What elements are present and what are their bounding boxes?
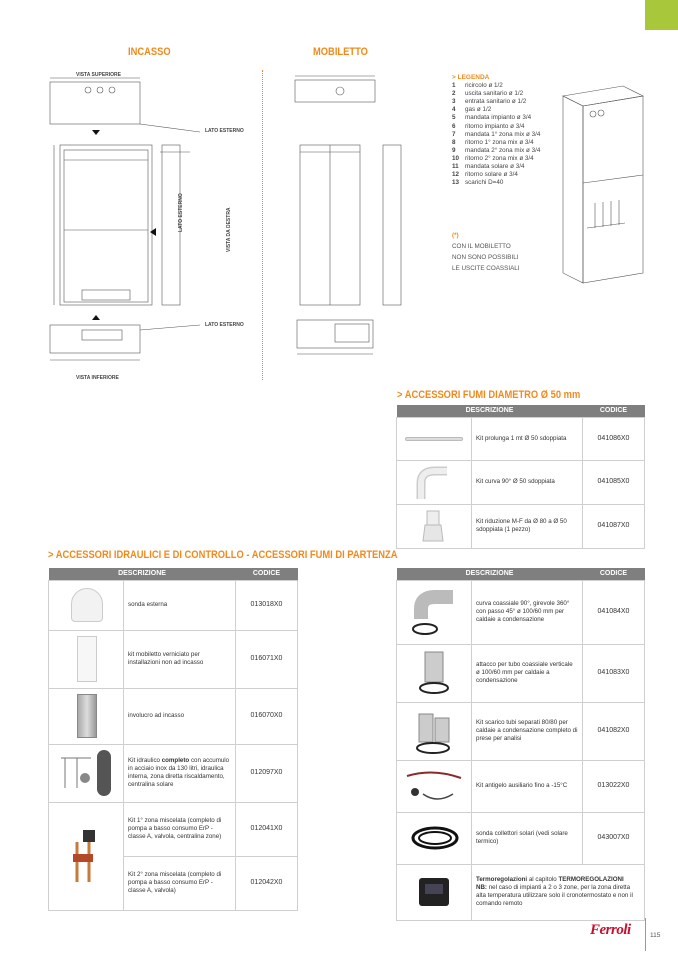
row-code: 016070X0 <box>236 688 298 744</box>
label-lato-esterno-v: LATO ESTERNO <box>178 193 184 232</box>
fumi50-title: > ACCESSORI FUMI DIAMETRO Ø 50 mm <box>397 389 581 401</box>
legend-item: 11 mandata solare ø 3/4 <box>452 163 525 171</box>
note <box>452 230 520 274</box>
row-desc: Kit riduzione M-F da Ø 80 a Ø 50 sdoppiata (1 pezzo) <box>472 504 583 548</box>
pipe-icon <box>403 420 465 458</box>
row-code: 013018X0 <box>236 580 298 630</box>
row-code: 012041X0 <box>236 802 298 856</box>
legend-item: 13 scarichi D=40 <box>452 179 504 187</box>
legend-title: > LEGENDA <box>452 74 490 81</box>
hydraulic-kit-icon <box>55 748 117 798</box>
row-code: 012097X0 <box>236 744 298 802</box>
incasso-drawing <box>40 60 270 390</box>
antifreeze-kit-icon <box>403 764 465 808</box>
legend-item: 12 ritorno solare ø 3/4 <box>452 171 518 179</box>
row-desc: attacco per tubo coassiale verticale ø 100/60 mm per caldaie a condensazione <box>472 644 583 702</box>
row-desc: sonda collettori solari (vedi solare termico) <box>472 812 583 864</box>
row-desc: Kit prolunga 1 mt Ø 50 sdoppiata <box>472 417 583 460</box>
table-row <box>49 580 298 630</box>
reducer-icon <box>403 507 465 545</box>
row-code: 041085X0 <box>583 460 645 504</box>
corner-tab <box>645 0 678 30</box>
row-code: 043007X0 <box>583 812 645 864</box>
split-flue-icon <box>403 706 465 756</box>
note-line: NON SONO POSSIBILI <box>452 254 519 261</box>
coaxial-elbow-icon <box>403 585 465 639</box>
mobiletto-title: MOBILETTO <box>313 46 368 58</box>
row-code: 041084X0 <box>583 580 645 644</box>
table-row <box>397 580 645 644</box>
legend-item: 5 mandata impianto ø 3/4 <box>452 114 532 122</box>
table-row <box>49 744 298 802</box>
legend-item: 9 mandata 2° zona mix ø 3/4 <box>452 146 541 154</box>
mixed-zone-icon <box>55 826 117 886</box>
cabinet-icon <box>55 634 117 684</box>
mobiletto-drawing <box>285 70 435 370</box>
legend-item: 10 ritorno 2° zona mix ø 3/4 <box>452 154 534 162</box>
elbow-icon <box>403 463 465 501</box>
row-code: 041087X0 <box>583 504 645 548</box>
row-code: 041082X0 <box>583 702 645 760</box>
note-line: LE USCITE COASSIALI <box>452 265 520 272</box>
table-row <box>397 504 645 548</box>
idraulici-title: > ACCESSORI IDRAULICI E DI CONTROLLO - ACCESSORI FUMI DI PARTENZA <box>48 549 398 561</box>
row-desc: kit mobiletto verniciato per installazioni non ad incasso <box>124 630 236 688</box>
header-code: CODICE <box>236 568 298 580</box>
table-row <box>397 417 645 460</box>
table-row <box>49 688 298 744</box>
header-desc: DESCRIZIONE <box>397 405 583 417</box>
legend-item: 8 ritorno 1° zona mix ø 3/4 <box>452 138 534 146</box>
footer-divider <box>645 918 646 951</box>
recessed-case-icon <box>55 692 117 740</box>
table-row <box>397 760 645 812</box>
legend-item: 6 ritorno impianto ø 3/4 <box>452 122 525 130</box>
row-desc: curva coassiale 90°, girevole 360° con passo 45° ø 100/60 mm per caldaie a condensazione <box>472 580 583 644</box>
label-lato-esterno-1: LATO ESTERNO <box>205 128 244 134</box>
table-row <box>397 702 645 760</box>
row-code: 041083X0 <box>583 644 645 702</box>
header-desc: DESCRIZIONE <box>49 568 236 580</box>
row-code: 041086X0 <box>583 417 645 460</box>
header-code: CODICE <box>583 568 645 580</box>
note-star: (*) <box>452 232 459 239</box>
table-row <box>49 802 298 856</box>
legend-item: 3 entrata sanitario ø 1/2 <box>452 98 527 106</box>
header-code: CODICE <box>583 405 645 417</box>
legend-item: 2 uscita sanitario ø 1/2 <box>452 90 524 98</box>
row-desc: Kit antigelo ausiliario fino a -15°C <box>472 760 583 812</box>
right-accessories-table <box>396 568 645 921</box>
header-desc: DESCRIZIONE <box>397 568 583 580</box>
label-vista-superiore: VISTA SUPERIORE <box>76 72 122 78</box>
coaxial-fitting-icon <box>403 648 465 698</box>
label-vista-inferiore: VISTA INFERIORE <box>76 375 119 381</box>
label-lato-esterno-2: LATO ESTERNO <box>205 322 244 328</box>
legend-item: 1 ricircolo ø 1/2 <box>452 82 503 90</box>
row-desc: Kit curva 90° Ø 50 sdoppiata <box>472 460 583 504</box>
legend-item: 7 mandata 1° zona mix ø 3/4 <box>452 130 541 138</box>
table-row <box>397 644 645 702</box>
row-code: 013022X0 <box>583 760 645 812</box>
row-desc: Kit 2° zona miscelata (completo di pompa a basso consumo ErP - classe A, valvola) <box>124 856 236 910</box>
table-row <box>49 630 298 688</box>
row-desc: Kit scarico tubi separati 80/80 per caldaie a condensazione completo di prese per analisi <box>472 702 583 760</box>
row-desc: sonda esterna <box>124 580 236 630</box>
row-desc: Kit idraulico completo con accumulo in acciaio inox da 130 litri, idraulica interna, zona diretta riscaldamento, centralina solare <box>124 744 236 802</box>
thermostat-icon <box>403 872 465 912</box>
page-number: 115 <box>650 932 661 939</box>
note-line: CON IL MOBILETTO <box>452 243 511 250</box>
row-desc: involucro ad incasso <box>124 688 236 744</box>
incasso-title: INCASSO <box>128 46 171 58</box>
row-desc: Kit 1° zona miscelata (completo di pompa a basso consumo ErP - classe A, valvola, centralina zone) <box>124 802 236 856</box>
row-code: 012042X0 <box>236 856 298 910</box>
legend-item: 4 gas ø 1/2 <box>452 106 492 114</box>
fumi50-table <box>396 405 645 549</box>
table-row <box>397 460 645 504</box>
label-vista-da-destra: VISTA DA DESTRA <box>226 207 232 252</box>
termoreg-desc: Termoregolazioni al capitolo TERMOREGOLAZIONI NB: nel caso di impianti a 2 o 3 zone, per la zona diretta alta temperatura utilizzare solo il cronotermostato e non il comando remoto <box>472 864 645 920</box>
cabinet-3d-drawing <box>555 78 650 288</box>
table-row <box>397 864 645 920</box>
row-code: 016071X0 <box>236 630 298 688</box>
legend <box>452 74 540 187</box>
solar-probe-icon <box>403 816 465 860</box>
external-probe-icon <box>55 586 117 624</box>
table-row <box>397 812 645 864</box>
ferroli-logo: Ferroli <box>590 922 631 938</box>
left-accessories-table <box>48 568 298 911</box>
